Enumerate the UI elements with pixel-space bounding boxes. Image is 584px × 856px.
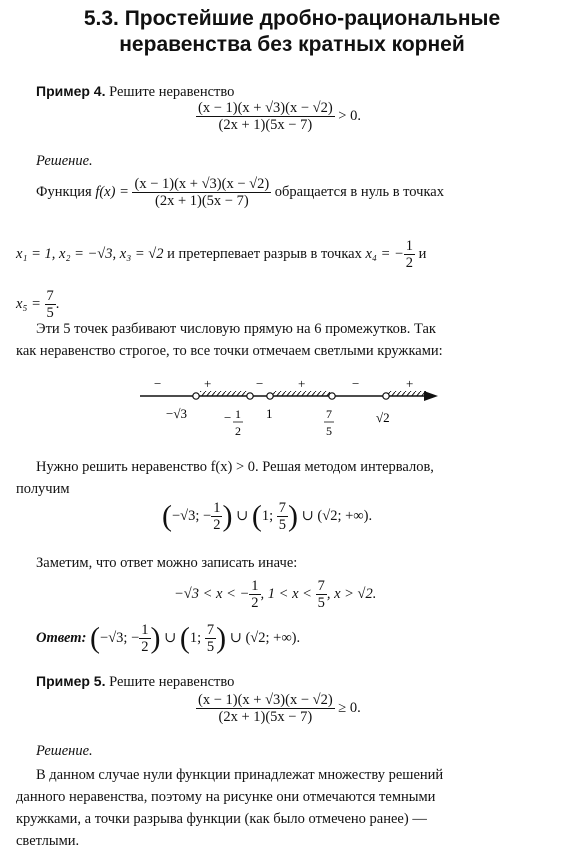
positive-interval-3 [388, 391, 426, 396]
number-line-diagram [140, 374, 450, 450]
section-title-line1: 5.3. Простейшие дробно-рациональные [83, 7, 501, 30]
x5-label: x₅ = [16, 295, 41, 312]
interval2-a: 1; [261, 507, 274, 524]
example5-para-line4: светлыми. [16, 833, 80, 849]
answer-label: Ответ: [36, 629, 87, 646]
interval1-fraction [211, 500, 222, 533]
answer-set: (−√3; − $\frac{1}{2}$ ) ∪ (1; $\frac{7}{5}$ ) ∪ (√2; +∞). [162, 499, 373, 533]
example5-para-line1: В данном случае нули функции принадлежат множеству решений [36, 767, 444, 783]
answer-line: Ответ: (−√3; − $\frac{1}{2}$ ) ∪ (1; $\frac{7}{5}$ ) ∪ (√2; +∞). [36, 621, 301, 655]
example5-prompt: Решите неравенство [109, 674, 235, 690]
interval1-num: 1 [213, 500, 221, 516]
example5-numerator: (x − 1)(x + √3)(x − √2) [198, 692, 333, 708]
union-sign: ∪ [236, 507, 249, 524]
split-paragraph-line2: как неравенство строгое, то все точки отмечаем светлыми кружками: [16, 343, 443, 359]
zero-points: x₁ = 1, x₂ = −√3, x₃ = √2 [16, 245, 164, 262]
answer-interval3: ∪ (√2; +∞). [229, 629, 301, 646]
x5-fraction [45, 288, 56, 321]
x4-numerator: 1 [405, 238, 414, 254]
x5-numerator: 7 [46, 288, 54, 304]
answer-interval2-fraction [205, 622, 216, 655]
positive-interval-1 [200, 391, 248, 396]
solve-line2: получим [16, 481, 70, 497]
alt-fraction-1 [249, 578, 260, 611]
alt-num1: 1 [251, 578, 259, 594]
points-line [16, 238, 426, 271]
label-half-num: 1 [235, 407, 241, 421]
alt-den1: 2 [251, 595, 259, 611]
label-sqrt2: √2 [376, 410, 390, 425]
interval2-num: 7 [278, 500, 287, 516]
example5-para-line2: данного неравенства, поэтому на рисунке они отмечаются темными [16, 789, 436, 805]
x5-denominator: 5 [46, 305, 54, 321]
answer-interval2-den: 5 [206, 639, 215, 655]
label-minus-sqrt3: −√3 [166, 406, 187, 421]
sign-1: − [154, 376, 162, 391]
function-intro: Функция [36, 183, 92, 200]
example5-fraction [196, 692, 335, 725]
interval1-a: −√3; − [172, 507, 212, 524]
example4-inequality [196, 100, 361, 133]
point-open-minus-half [247, 393, 253, 399]
sign-4: + [298, 376, 306, 391]
interval3: ∪ (√2; +∞). [301, 507, 373, 524]
solve-line1: Нужно решить неравенство f(x) > 0. Решая методом интервалов, [36, 459, 434, 475]
x4-fraction [404, 238, 415, 271]
alt-fraction-2 [316, 578, 327, 611]
function-fraction [132, 176, 271, 209]
example4-prompt: Решите неравенство [109, 84, 235, 100]
x5-end: . [55, 295, 60, 312]
solution-label: Решение. [36, 153, 93, 169]
answer-interval2-a: 1; [189, 629, 202, 646]
alt-part-c: , x > √2. [326, 585, 377, 602]
answer-interval1-a: −√3; − [100, 629, 140, 646]
example5-relation: ≥ 0. [338, 699, 361, 716]
sign-6: + [406, 376, 414, 391]
example4-label: Пример 4. [36, 83, 106, 99]
interval1-den: 2 [213, 517, 221, 533]
example5-label: Пример 5. [36, 673, 106, 689]
sign-5: − [352, 376, 360, 391]
alt-den2: 5 [317, 595, 325, 611]
interval2-den: 5 [278, 517, 287, 533]
example5-solution-label: Решение. [36, 743, 93, 759]
example4-fraction [196, 100, 335, 133]
label-minus-half-sign: − [224, 410, 232, 425]
axis-arrow-icon [424, 391, 438, 401]
answer-interval1-num: 1 [141, 622, 149, 638]
function-zero-text: обращается в нуль в точках [274, 183, 444, 200]
example5-para-line3: кружками, а точки разрыва функции (как было отмечено ранее) — [16, 811, 427, 827]
fraction-denominator: (2x + 1)(5x − 7) [218, 117, 313, 133]
answer-interval1-den: 2 [141, 639, 149, 655]
and-word: и [418, 245, 427, 262]
point-open-one [267, 393, 273, 399]
positive-interval-2 [272, 391, 330, 396]
point-open-seven-fifths [329, 393, 335, 399]
label-seven-fifths-den: 5 [326, 424, 332, 438]
alt-num2: 7 [317, 578, 325, 594]
label-seven-fifths-num: 7 [326, 407, 332, 421]
inequality-relation: > 0. [338, 107, 361, 124]
answer-interval2-num: 7 [206, 622, 215, 638]
function-name: f(x) = [95, 183, 129, 200]
break-text: и претерпевает разрыв в точках [167, 245, 362, 262]
example5-inequality [196, 692, 361, 725]
alt-part-b: , 1 < x < [260, 585, 312, 602]
answer-union-sign: ∪ [164, 629, 177, 646]
sign-2: + [204, 376, 212, 391]
x4-denominator: 2 [405, 255, 414, 271]
x5-line [16, 288, 59, 321]
function-numerator: (x − 1)(x + √3)(x − √2) [134, 176, 270, 192]
split-paragraph-line1: Эти 5 точек разбивают числовую прямую на 6 промежутков. Так [36, 321, 436, 337]
interval2-fraction [277, 500, 288, 533]
point-open-sqrt2 [383, 393, 389, 399]
answer-interval1-fraction [139, 622, 150, 655]
example5-header [36, 670, 234, 693]
example5-denominator: (2x + 1)(5x − 7) [218, 709, 313, 725]
function-denominator: (2x + 1)(5x − 7) [154, 193, 249, 209]
x4-label: x₄ = − [365, 245, 404, 262]
function-line [36, 176, 444, 209]
point-open-minus-sqrt3 [193, 393, 199, 399]
alternative-form [174, 578, 376, 611]
note-line: Заметим, что ответ можно записать иначе: [36, 555, 298, 571]
alt-part-a: −√3 < x < − [174, 585, 250, 602]
label-one: 1 [266, 406, 273, 421]
sign-3: − [256, 376, 264, 391]
fraction-numerator: (x − 1)(x + √3)(x − √2) [198, 100, 333, 116]
section-title-line2: неравенства без кратных корней [119, 33, 465, 56]
label-half-den: 2 [235, 424, 241, 438]
